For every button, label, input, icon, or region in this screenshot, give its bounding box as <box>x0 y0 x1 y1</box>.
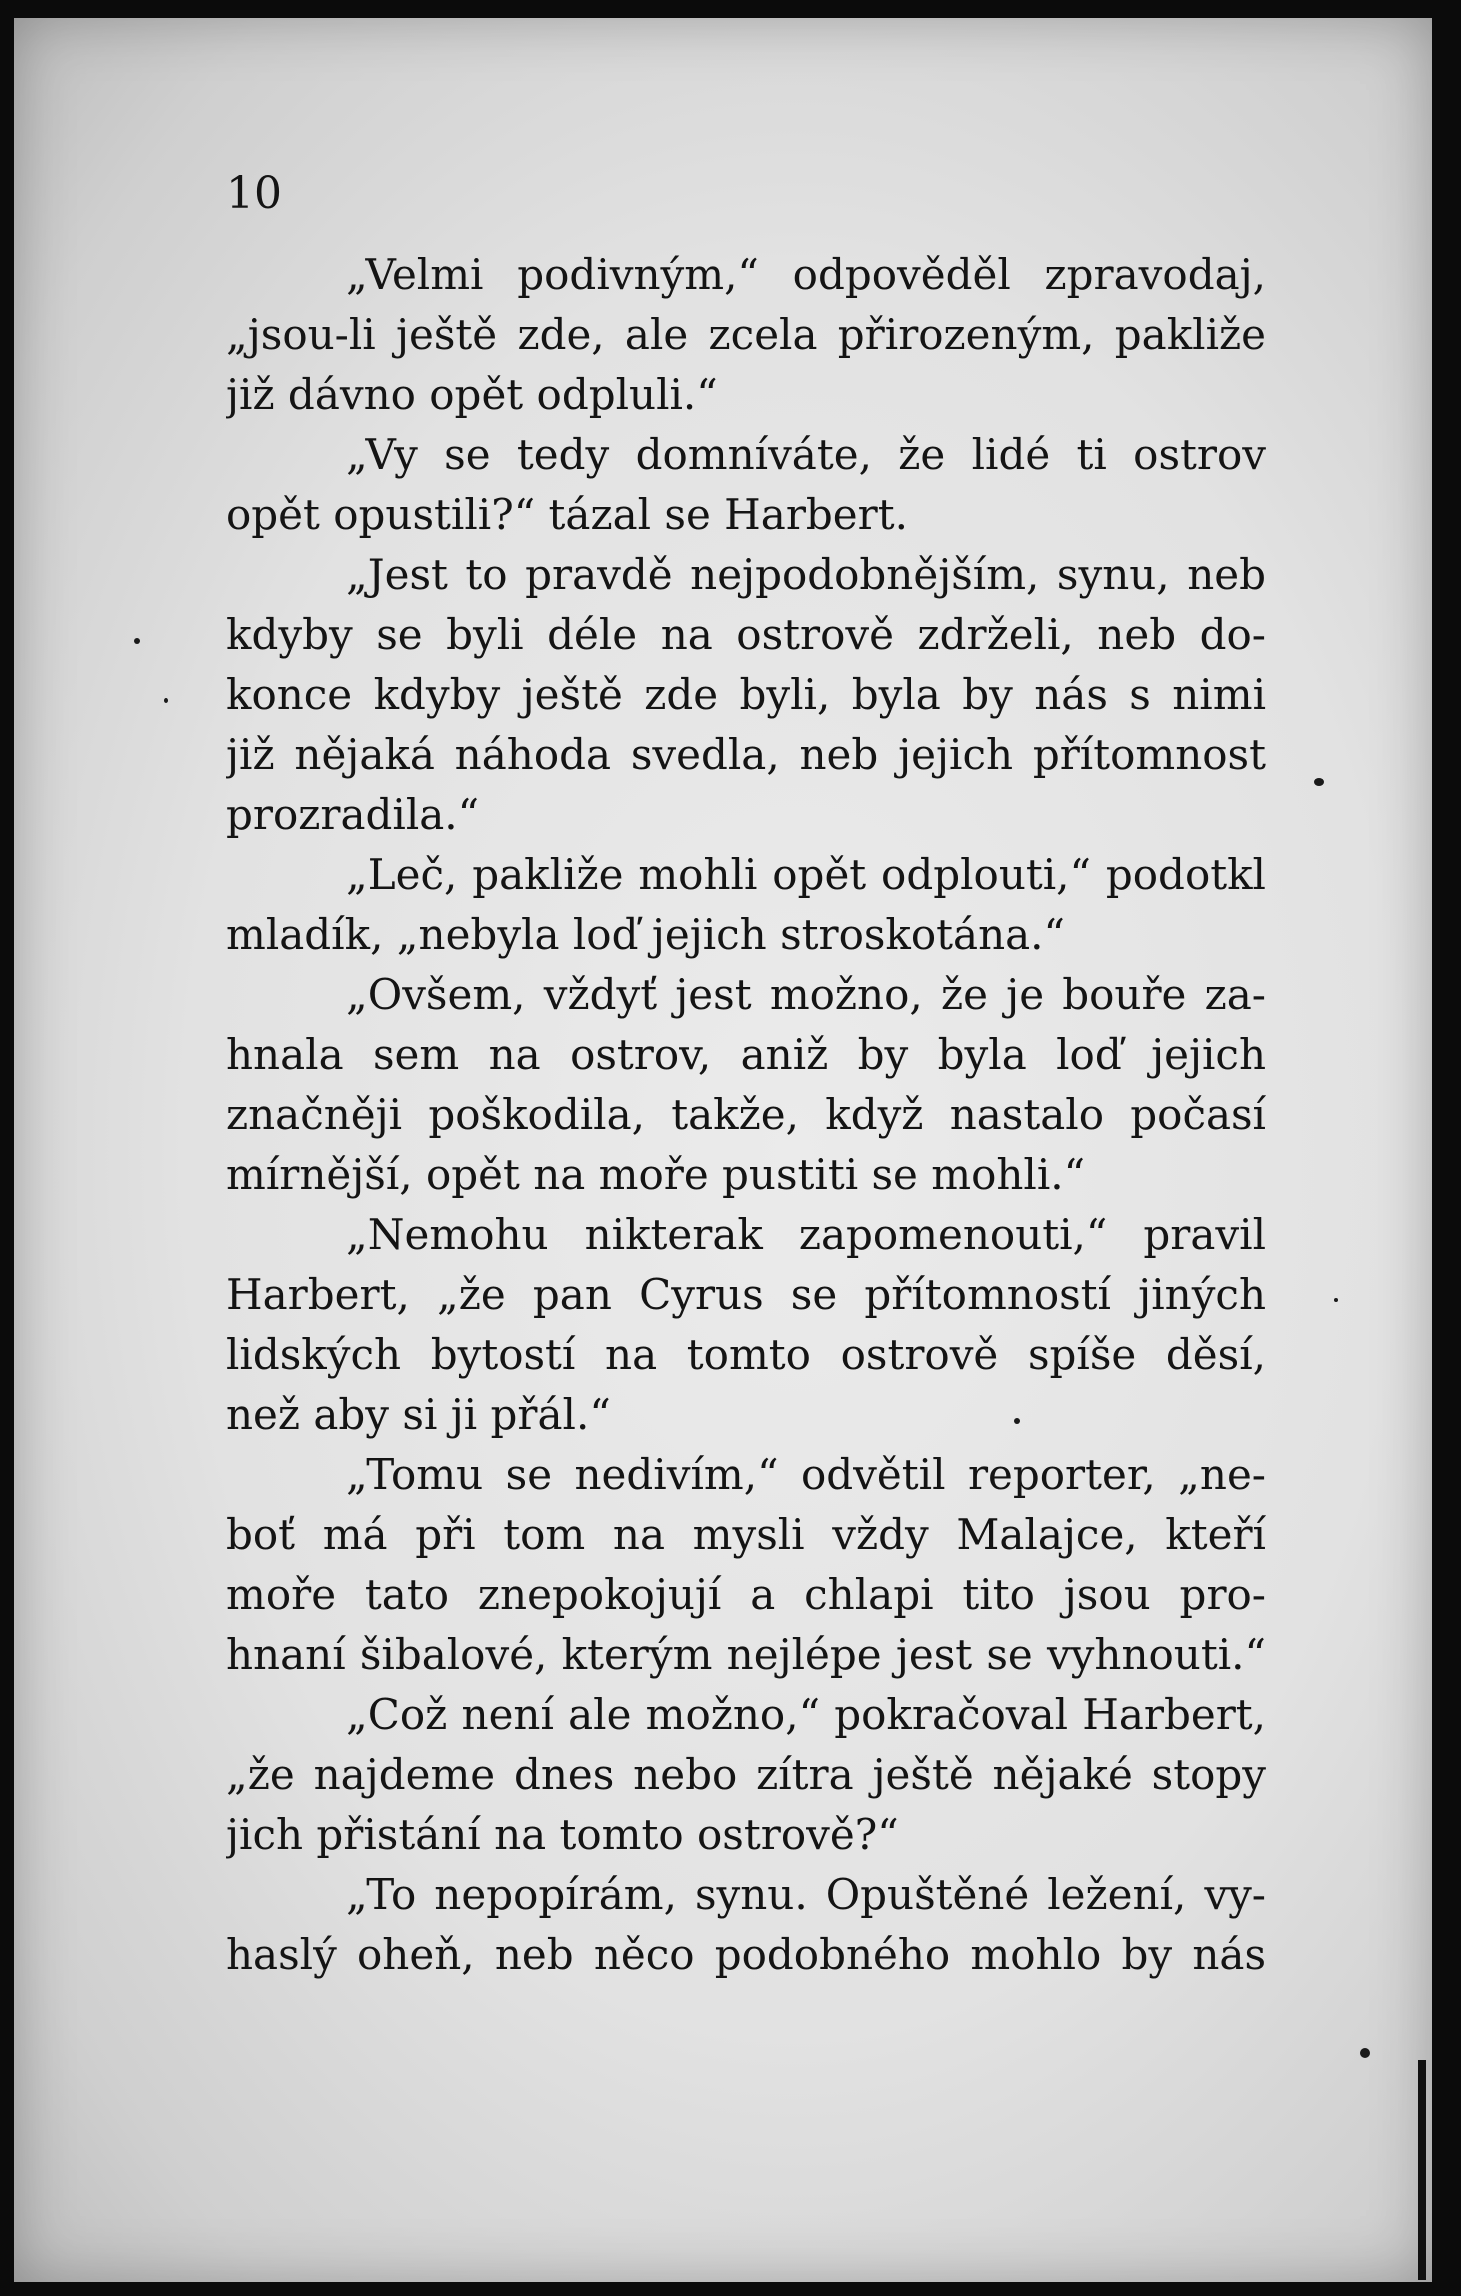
text-line: „jsou-li ještě zde, ale zcela přirozeným, pakliže <box>226 310 1266 359</box>
text-line: opět opustili?“ tázal se Harbert. <box>226 490 908 539</box>
text-line: „že najdeme dnes nebo zítra ještě nějaké stopy <box>226 1750 1266 1799</box>
page-number: 10 <box>226 168 282 219</box>
text-line: kdyby se byli déle na ostrově zdrželi, neb do- <box>226 610 1266 659</box>
scan-speck <box>1334 1298 1338 1302</box>
text-line: lidských bytostí na tomto ostrově spíše děsí, <box>226 1330 1266 1379</box>
text-line: Harbert, „že pan Cyrus se přítomností jiných <box>226 1270 1266 1319</box>
text-line: „Což není ale možno,“ pokračoval Harbert, <box>346 1690 1266 1739</box>
text-line: „Vy se tedy domníváte, že lidé ti ostrov <box>346 430 1266 479</box>
scan-speck <box>1360 2048 1370 2058</box>
text-line: „Jest to pravdě nejpodobnějším, synu, neb <box>346 550 1266 599</box>
text-line: „Tomu se nedivím,“ odvětil reporter, „ne- <box>346 1450 1266 1499</box>
text-line: již nějaká náhoda svedla, neb jejich přítomnost <box>226 730 1266 779</box>
scan-speck <box>164 698 168 703</box>
text-line: mladík, „nebyla loď jejich stroskotána.“ <box>226 910 1065 959</box>
text-line: značněji poškodila, takže, když nastalo počasí <box>226 1090 1266 1139</box>
text-line: hnaní šibalové, kterým nejlépe jest se vyhnouti.“ <box>226 1630 1266 1679</box>
text-line: „Velmi podivným,“ odpověděl zpravodaj, <box>346 250 1266 299</box>
text-line: „To nepopírám, synu. Opuštěné ležení, vy- <box>346 1870 1266 1919</box>
text-line: moře tato znepokojují a chlapi tito jsou pro- <box>226 1570 1266 1619</box>
text-line: „Ovšem, vždyť jest možno, že je bouře za- <box>346 970 1266 1019</box>
scan-speck <box>134 638 140 644</box>
text-line: než aby si ji přál.“ <box>226 1390 611 1439</box>
text-line: haslý oheň, neb něco podobného mohlo by nás <box>226 1930 1266 1979</box>
text-line: prozradila.“ <box>226 790 480 839</box>
scan-speck <box>1314 778 1324 786</box>
text-line: již dávno opět odpluli.“ <box>226 370 718 419</box>
text-line: „Nemohu nikterak zapomenouti,“ pravil <box>346 1210 1266 1259</box>
text-line: konce kdyby ještě zde byli, byla by nás s nimi <box>226 670 1266 719</box>
page-edge-rule <box>1418 2060 1426 2280</box>
text-line: „Leč, pakliže mohli opět odplouti,“ podotkl <box>346 850 1266 899</box>
text-line: jich přistání na tomto ostrově?“ <box>226 1810 899 1859</box>
body-text <box>226 245 1266 1985</box>
text-line: mírnější, opět na moře pustiti se mohli.“ <box>226 1150 1086 1199</box>
text-line: hnala sem na ostrov, aniž by byla loď jejich <box>226 1030 1266 1079</box>
text-line: boť má při tom na mysli vždy Malajce, kteří <box>226 1510 1266 1559</box>
